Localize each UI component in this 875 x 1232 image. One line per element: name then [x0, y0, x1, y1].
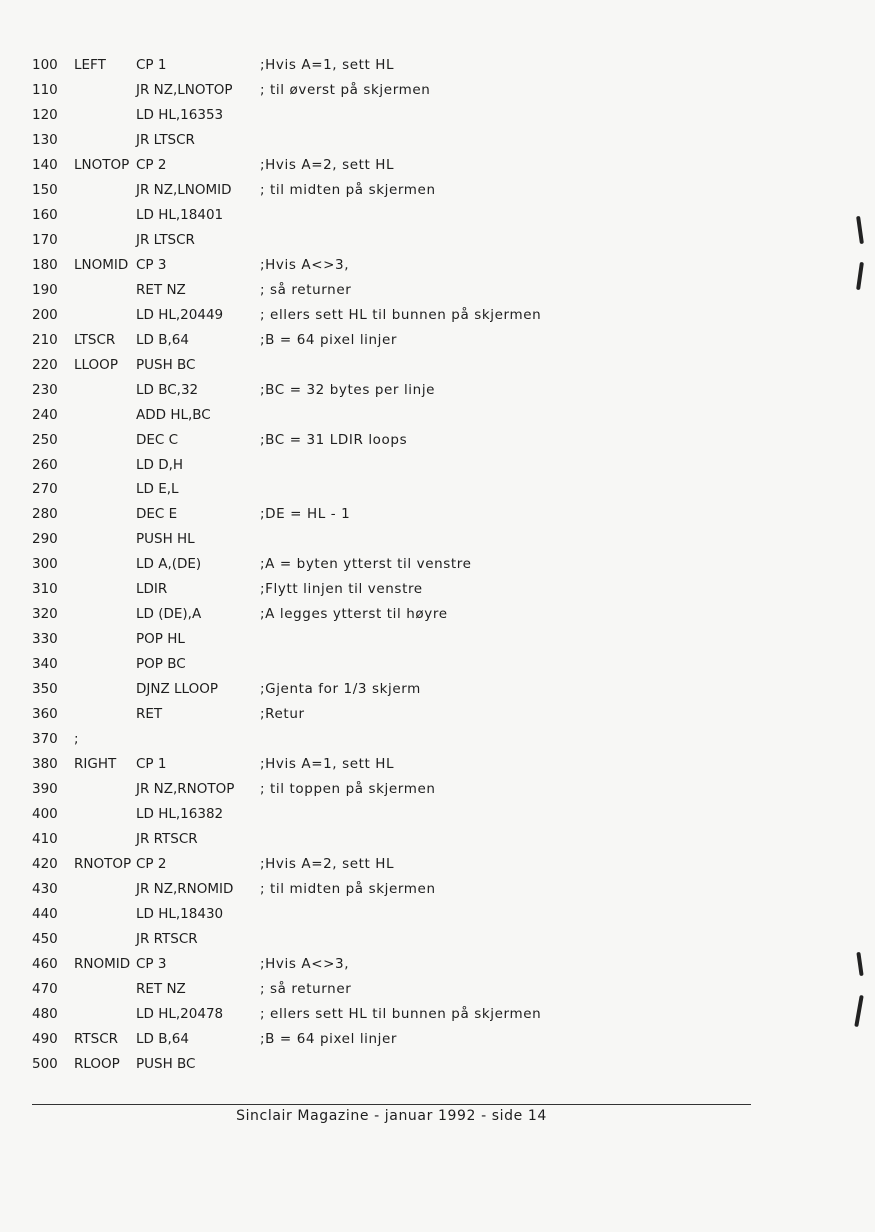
line-number: 340	[32, 656, 58, 673]
line-number: 120	[32, 106, 58, 123]
line-number: 260	[32, 456, 58, 473]
line-number: 200	[32, 306, 58, 323]
code-line	[32, 53, 672, 78]
code-line	[32, 802, 672, 827]
binder-mark-top-1	[856, 216, 864, 244]
line-number: 370	[32, 731, 58, 748]
line-instruction: CP 1	[136, 756, 167, 773]
line-label: LTSCR	[74, 331, 116, 348]
code-line	[32, 852, 672, 877]
line-number: 360	[32, 706, 58, 723]
line-number: 250	[32, 431, 58, 448]
line-instruction: CP 3	[136, 955, 167, 972]
line-number: 390	[32, 781, 58, 798]
line-instruction: LD B,64	[136, 1030, 189, 1047]
line-instruction: LD HL,18430	[136, 905, 224, 922]
assembly-listing	[32, 53, 672, 1077]
line-comment: ;A = byten ytterst til venstre	[260, 556, 472, 573]
line-instruction: LD HL,18401	[136, 206, 224, 223]
line-instruction: PUSH BC	[136, 356, 196, 373]
binder-mark-top-2	[856, 262, 864, 290]
line-number: 170	[32, 231, 58, 248]
code-line	[32, 403, 672, 428]
code-line	[32, 378, 672, 403]
code-line	[32, 477, 672, 502]
code-line	[32, 328, 672, 353]
code-line	[32, 602, 672, 627]
line-number: 210	[32, 331, 58, 348]
line-instruction: LD A,(DE)	[136, 556, 202, 573]
line-number: 410	[32, 831, 58, 848]
line-number: 330	[32, 631, 58, 648]
line-comment: ; ellers sett HL til bunnen på skjermen	[260, 1005, 542, 1022]
line-instruction: LD B,64	[136, 331, 189, 348]
line-number: 450	[32, 930, 58, 947]
code-line	[32, 577, 672, 602]
line-number: 460	[32, 955, 58, 972]
line-comment: ;Hvis A<>3,	[260, 256, 350, 273]
code-line	[32, 877, 672, 902]
code-line	[32, 453, 672, 478]
line-comment: ; til øverst på skjermen	[260, 81, 431, 98]
line-comment: ; til toppen på skjermen	[260, 781, 436, 798]
binder-mark-bottom-2	[854, 995, 863, 1027]
code-line	[32, 228, 672, 253]
line-number: 470	[32, 980, 58, 997]
line-comment: ;BC = 31 LDIR loops	[260, 431, 408, 448]
line-instruction: CP 3	[136, 256, 167, 273]
line-number: 440	[32, 905, 58, 922]
code-line	[32, 902, 672, 927]
line-instruction: JR LTSCR	[136, 231, 195, 248]
line-instruction: CP 2	[136, 156, 167, 173]
line-comment: ; til midten på skjermen	[260, 181, 436, 198]
line-label: RNOTOP	[74, 856, 132, 872]
line-number: 350	[32, 681, 58, 698]
line-number: 100	[32, 57, 58, 73]
line-instruction: DEC E	[136, 506, 178, 523]
line-instruction: JR RTSCR	[136, 930, 198, 947]
code-line	[32, 677, 672, 702]
line-number: 310	[32, 581, 58, 598]
code-line	[32, 777, 672, 802]
line-comment: ;Hvis A=1, sett HL	[260, 57, 395, 73]
line-instruction: LD E,L	[136, 481, 179, 498]
line-instruction: DJNZ LLOOP	[136, 681, 218, 698]
line-instruction: JR NZ,LNOTOP	[136, 81, 233, 98]
line-label: LEFT	[74, 57, 106, 73]
line-instruction: CP 1	[136, 57, 167, 73]
line-comment: ;B = 64 pixel linjer	[260, 1030, 398, 1047]
line-number: 190	[32, 281, 58, 298]
line-comment: ;Retur	[260, 706, 305, 723]
line-number: 230	[32, 381, 58, 398]
line-number: 490	[32, 1030, 58, 1047]
code-line	[32, 1027, 672, 1052]
line-instruction: LD D,H	[136, 456, 184, 473]
line-number: 290	[32, 531, 58, 548]
line-comment: ;Flytt linjen til venstre	[260, 581, 423, 598]
line-number: 430	[32, 880, 58, 897]
line-instruction: ADD HL,BC	[136, 406, 211, 423]
code-line	[32, 627, 672, 652]
code-line	[32, 727, 672, 752]
code-line	[32, 502, 672, 527]
code-line	[32, 1052, 672, 1077]
line-instruction: DEC C	[136, 431, 179, 448]
code-line	[32, 203, 672, 228]
binder-mark-bottom-1	[856, 952, 863, 976]
code-line	[32, 78, 672, 103]
line-instruction: LD HL,20449	[136, 306, 224, 323]
code-line	[32, 428, 672, 453]
line-instruction: LD BC,32	[136, 381, 199, 398]
line-number: 380	[32, 756, 58, 773]
code-line	[32, 253, 672, 278]
line-number: 140	[32, 156, 58, 173]
line-number: 400	[32, 806, 58, 823]
line-comment: ; så returner	[260, 980, 352, 997]
line-instruction: CP 2	[136, 856, 167, 872]
line-number: 320	[32, 606, 58, 623]
code-line	[32, 927, 672, 952]
line-number: 300	[32, 556, 58, 573]
line-label: LNOMID	[74, 256, 129, 273]
line-comment: ; ellers sett HL til bunnen på skjermen	[260, 306, 542, 323]
line-comment: ;BC = 32 bytes per linje	[260, 381, 436, 398]
code-line	[32, 303, 672, 328]
line-instruction: LD HL,16353	[136, 106, 224, 123]
line-comment: ; til midten på skjermen	[260, 880, 436, 897]
line-label: RTSCR	[74, 1030, 119, 1047]
code-line	[32, 527, 672, 552]
code-line	[32, 1002, 672, 1027]
line-instruction: POP HL	[136, 631, 185, 648]
line-instruction: POP BC	[136, 656, 186, 673]
line-comment: ;B = 64 pixel linjer	[260, 331, 398, 348]
line-instruction: RET	[136, 706, 163, 723]
line-comment: ;Hvis A=2, sett HL	[260, 156, 395, 173]
line-instruction: PUSH BC	[136, 1055, 196, 1072]
line-comment: ;Gjenta for 1/3 skjerm	[260, 681, 421, 698]
line-label: RLOOP	[74, 1055, 120, 1072]
line-instruction: JR NZ,LNOMID	[136, 181, 232, 198]
footer-divider	[32, 1104, 751, 1105]
code-line	[32, 977, 672, 1002]
line-number: 240	[32, 406, 58, 423]
line-label: RNOMID	[74, 955, 131, 972]
code-line	[32, 552, 672, 577]
line-comment: ; så returner	[260, 281, 352, 298]
line-label: RIGHT	[74, 756, 117, 773]
line-number: 180	[32, 256, 58, 273]
line-instruction: LDIR	[136, 581, 168, 598]
line-comment: ;DE = HL - 1	[260, 506, 351, 523]
code-line	[32, 178, 672, 203]
line-instruction: LD (DE),A	[136, 606, 202, 623]
line-instruction: JR NZ,RNOTOP	[136, 781, 235, 798]
code-line	[32, 353, 672, 378]
line-number: 130	[32, 131, 58, 148]
line-label: LLOOP	[74, 356, 118, 373]
line-number: 220	[32, 356, 58, 373]
line-number: 150	[32, 181, 58, 198]
line-instruction: JR LTSCR	[136, 131, 195, 148]
line-instruction: JR NZ,RNOMID	[136, 880, 234, 897]
line-instruction: LD HL,16382	[136, 806, 224, 823]
line-label: LNOTOP	[74, 156, 130, 173]
line-comment: ;Hvis A=2, sett HL	[260, 856, 395, 872]
line-instruction: RET NZ	[136, 281, 186, 298]
code-line	[32, 952, 672, 977]
line-comment: ;Hvis A=1, sett HL	[260, 756, 395, 773]
code-line	[32, 128, 672, 153]
line-number: 110	[32, 81, 58, 98]
line-number: 480	[32, 1005, 58, 1022]
line-number: 420	[32, 856, 58, 872]
line-number: 280	[32, 506, 58, 523]
line-instruction: PUSH HL	[136, 531, 195, 548]
code-line	[32, 702, 672, 727]
code-line	[32, 103, 672, 128]
code-line	[32, 153, 672, 178]
line-comment: ;A legges ytterst til høyre	[260, 606, 448, 623]
line-number: 270	[32, 481, 58, 498]
code-line	[32, 652, 672, 677]
line-number: 500	[32, 1055, 58, 1072]
code-line	[32, 827, 672, 852]
line-comment: ;Hvis A<>3,	[260, 955, 350, 972]
line-instruction: JR RTSCR	[136, 831, 198, 848]
line-number: 160	[32, 206, 58, 223]
line-instruction: LD HL,20478	[136, 1005, 224, 1022]
code-line	[32, 278, 672, 303]
line-instruction: RET NZ	[136, 980, 186, 997]
page-footer: Sinclair Magazine - januar 1992 - side 14	[236, 1108, 547, 1124]
code-line	[32, 752, 672, 777]
line-label: ;	[74, 731, 79, 748]
